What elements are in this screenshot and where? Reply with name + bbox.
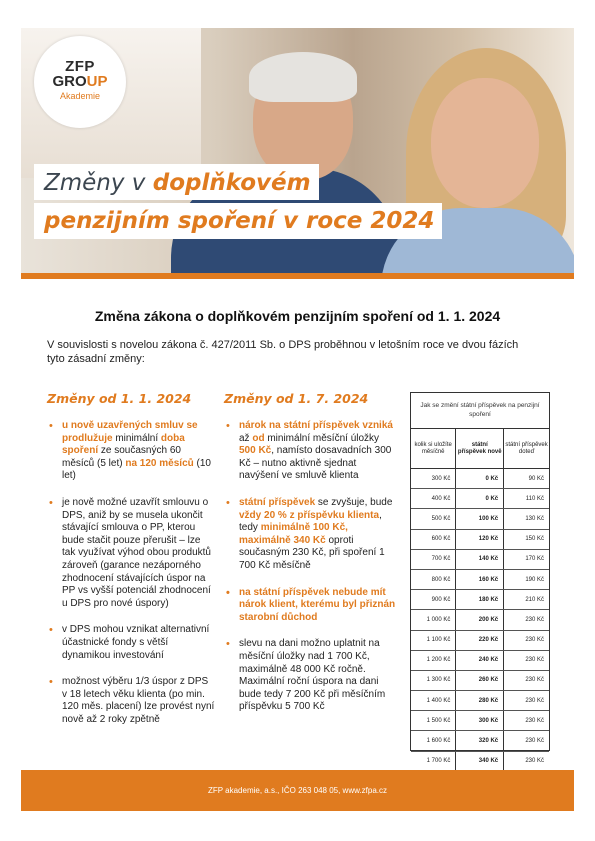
deposit-cell: 1 500 Kč [411, 711, 456, 731]
col1-b1-t2: ze současných 60 měsíců (5 let) [62, 445, 181, 469]
table-row [411, 549, 549, 569]
col2-heading: Změny od 1. 7. 2024 [224, 391, 369, 406]
new-contribution-cell: 320 Kč [456, 731, 504, 751]
deposit-cell: 300 Kč [411, 469, 456, 489]
old-contribution-cell: 210 Kč [504, 590, 549, 610]
page-title-line1 [34, 164, 319, 200]
col1-bullet-4: • možnost výběru 1/3 úspor z DPS v 18 letech věku klienta (po min. 120 měs. placení) lze provést nyní nově až 2 roky zpětně [47, 676, 215, 726]
logo-line1: ZFP [65, 58, 95, 75]
hero-woman-head [431, 78, 539, 208]
old-contribution-cell: 150 Kč [504, 529, 549, 549]
deposit-cell: 1 200 Kč [411, 650, 456, 670]
old-contribution-cell: 230 Kč [504, 691, 549, 711]
title-part2: doplňkovém [152, 170, 311, 196]
col1-b1-t1: minimální [112, 432, 161, 444]
old-contribution-cell: 170 Kč [504, 549, 549, 569]
table-row [411, 489, 549, 509]
state-contribution-table [410, 392, 550, 765]
deposit-cell: 1 400 Kč [411, 691, 456, 711]
new-contribution-cell: 120 Kč [456, 529, 504, 549]
col1-b1-o2: doba spoření [62, 432, 185, 457]
new-contribution-cell: 0 Kč [456, 469, 504, 489]
old-contribution-cell: 230 Kč [504, 731, 549, 751]
col1-heading: Změny od 1. 1. 2024 [47, 391, 192, 406]
table-row [411, 650, 549, 670]
col2-b1-o3: 500 Kč [239, 445, 272, 457]
new-contribution-cell: 140 Kč [456, 549, 504, 569]
new-contribution-cell: 280 Kč [456, 691, 504, 711]
table-header-row [411, 429, 549, 469]
col2-b1-t2: minimální měsíční úložky [264, 432, 380, 444]
col2-b2-t2: , tedy [239, 509, 382, 534]
col2-b2-t1: se zvyšuje, bude [315, 496, 393, 508]
col1-b1-o3: na 120 měsíců [125, 457, 194, 469]
col1-bullet-3: • v DPS mohou vznikat alternativní účastnické fondy s větší dynamikou investování [47, 624, 215, 662]
hero-accent-strip [21, 273, 574, 279]
logo-line2-gray: GRO [52, 73, 87, 90]
deposit-cell: 1 000 Kč [411, 610, 456, 630]
table-title: Jak se změní státní příspěvek na penzijní spoření [411, 393, 549, 429]
col1-b1-o1: u nově uzavřených smluv se prodlužuje [62, 420, 198, 444]
table-header: státní příspěvek nově [456, 429, 504, 469]
col1-bullet-2: • je nově možné uzavřít smlouvu o DPS, aniž by se musela ukončit stávající smlouva o PP, kterou bude stačit pouze přerušit – lze tak využívat výhod obou produktů zároveň (garance nezáporného zhodnocení stávajících úspor na PP vs vyšší potenciál zhodnocení u DPS pro nové úspory) [47, 497, 215, 610]
deposit-cell: 600 Kč [411, 529, 456, 549]
deposit-cell: 700 Kč [411, 549, 456, 569]
table-row [411, 610, 549, 630]
col2-b1-o1: nárok na státní příspěvek vzniká [239, 420, 393, 431]
col2-bullet-2 [224, 497, 396, 573]
old-contribution-cell: 230 Kč [504, 630, 549, 650]
page-title-line2 [34, 203, 442, 239]
col2-b1-o2: od [252, 432, 265, 444]
old-contribution-cell: 230 Kč [504, 610, 549, 630]
old-contribution-cell: 230 Kč [504, 670, 549, 690]
old-contribution-cell: 110 Kč [504, 489, 549, 509]
title-part1: Změny v [44, 170, 153, 196]
table-row [411, 469, 549, 489]
table-row [411, 630, 549, 650]
col2-b2-o2: vždy 20 % z příspěvku klienta [239, 509, 380, 521]
zfp-group-logo [34, 36, 126, 128]
new-contribution-cell: 100 Kč [456, 509, 504, 529]
intro-text: V souvislosti s novelou zákona č. 427/2011 Sb. o DPS proběhnou v letošním roce ve dvou fázích tyto zásadní změny: [47, 339, 519, 365]
table-body [411, 469, 549, 771]
col2-b1-t1: až [239, 432, 253, 444]
hero-man-hair [249, 52, 357, 102]
new-contribution-cell: 220 Kč [456, 630, 504, 650]
old-contribution-cell: 190 Kč [504, 569, 549, 589]
table-header: kolik si uložíte měsíčně [411, 429, 456, 469]
col1-bullets [47, 420, 215, 740]
logo-line2-orange: UP [86, 73, 108, 90]
deposit-cell: 1 300 Kč [411, 670, 456, 690]
old-contribution-cell: 230 Kč [504, 650, 549, 670]
col2-b2-o3: minimálně 100 Kč, maximálně 340 Kč [239, 522, 348, 546]
table-row [411, 670, 549, 690]
table-row [411, 751, 549, 771]
logo-line3: Akademie [59, 91, 101, 101]
col2-bullet-1 [224, 420, 396, 483]
old-contribution-cell: 230 Kč [504, 711, 549, 731]
col2-bullet-3: • na státní příspěvek nebude mít nárok klient, kterému byl přiznán starobní důchod [224, 587, 396, 625]
col2-b2-t3: oproti současným 230 Kč, při spoření 1 700 Kč měsíčně [239, 534, 385, 571]
col2-b2-o1: státní příspěvek [239, 496, 316, 508]
col1-bullet-1 [47, 420, 215, 483]
table-row [411, 590, 549, 610]
deposit-cell: 400 Kč [411, 489, 456, 509]
law-heading: Změna zákona o doplňkovém penzijním spoření od 1. 1. 2024 [94, 308, 501, 324]
deposit-cell: 800 Kč [411, 569, 456, 589]
new-contribution-cell: 180 Kč [456, 590, 504, 610]
table-row [411, 529, 549, 549]
old-contribution-cell: 230 Kč [525, 758, 544, 765]
deposit-cell: 1 100 Kč [411, 630, 456, 650]
title-part3: penzijním spoření v roce 2024 [44, 208, 435, 234]
old-contribution-cell: 90 Kč [504, 469, 549, 489]
new-contribution-cell: 340 Kč [456, 751, 504, 771]
new-contribution-cell: 0 Kč [456, 489, 504, 509]
old-contribution-cell: 130 Kč [504, 509, 549, 529]
col2-bullets [224, 420, 396, 728]
new-contribution-cell: 260 Kč [456, 670, 504, 690]
deposit-cell: 1 600 Kč [411, 731, 456, 751]
table-row [411, 711, 549, 731]
col1-b1-t3: (10 let) [62, 457, 211, 482]
table-row [411, 569, 549, 589]
new-contribution-cell: 300 Kč [456, 711, 504, 731]
new-contribution-cell: 200 Kč [456, 610, 504, 630]
footer: ZFP akademie, a.s., IČO 263 048 05, www.zfpa.cz [21, 770, 574, 811]
new-contribution-cell: 160 Kč [456, 569, 504, 589]
contribution-table [411, 429, 549, 771]
deposit-cell: 900 Kč [411, 590, 456, 610]
logo-line2 [34, 73, 126, 90]
table-row [411, 691, 549, 711]
col2-bullet-4: • slevu na dani možno uplatnit na měsíční úložky nad 1 700 Kč, maximálně 48 000 Kč ročně. Maximální roční úspora na dani bude tedy 7 200 Kč při měsíčním příspěvku 5 700 Kč [224, 638, 396, 714]
col2-b1-t3: , namísto dosavadních 300 Kč – nutno aktivně sjednat navýšení ve smluvě klienta [239, 445, 392, 482]
table-row [411, 509, 549, 529]
table-row [411, 731, 549, 751]
table-header: státní příspěvek doteď [504, 429, 549, 469]
deposit-cell: 500 Kč [411, 509, 456, 529]
deposit-cell: 1 700 Kč [426, 758, 451, 765]
new-contribution-cell: 240 Kč [456, 650, 504, 670]
